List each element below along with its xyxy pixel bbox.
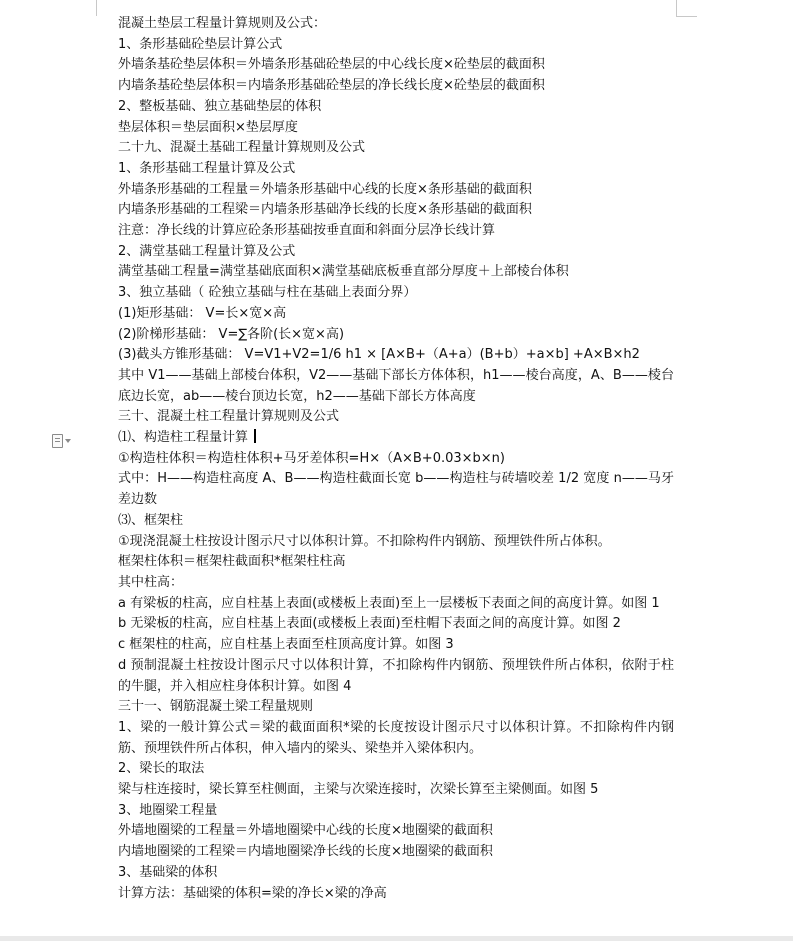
doc-paragraph: a 有梁板的柱高，应自柱基上表面(或楼板上表面)至上一层楼板下表面之间的高度计算。如图 1 bbox=[118, 595, 660, 611]
doc-line: 内墙条形基础的工程梁＝内墙条形基础净长线的长度×条形基础的截面积 bbox=[118, 202, 532, 218]
doc-line: 梁与柱连接时，梁长算至柱侧面，主梁与次梁连接时，次梁长算至主梁侧面。如图 5 bbox=[118, 782, 599, 798]
doc-paragraph: 1、梁的一般计算公式＝梁的截面面积*梁的长度按设计图示尺寸以体积计算。不扣除构件内钢筋、预埋铁件所占体积，伸入墙内的梁头、梁垫并入梁体积内。 bbox=[118, 719, 674, 756]
document-body[interactable] bbox=[118, 14, 674, 904]
doc-note: 注意：净长线的计算应砼条形基础按垂直面和斜面分层净长线计算 bbox=[118, 223, 496, 239]
doc-line: 内墙地圈梁的工程梁＝内墙地圈梁净长线的长度×地圈梁的截面积 bbox=[118, 844, 493, 860]
doc-heading: 三十一、钢筋混凝土梁工程量规则 bbox=[118, 699, 314, 715]
doc-subheading-active[interactable] bbox=[118, 428, 674, 449]
doc-subheading: 2、满堂基础工程量计算及公式 bbox=[118, 243, 296, 259]
doc-line: b 无梁板的柱高，应自柱基上表面(或楼板上表面)至柱帽下表面之间的高度计算。如图 2 bbox=[118, 616, 621, 632]
crop-mark-top-left bbox=[96, 0, 97, 16]
doc-heading: 三十、混凝土柱工程量计算规则及公式 bbox=[118, 409, 340, 425]
document-icon bbox=[52, 434, 63, 448]
chevron-down-icon bbox=[65, 439, 71, 443]
doc-line: 外墙地圈梁的工程量＝外墙地圈梁中心线的长度×地圈梁的截面积 bbox=[118, 823, 493, 839]
doc-subheading: 3、地圈梁工程量 bbox=[118, 802, 218, 818]
doc-subheading: 1、条形基础工程量计算及公式 bbox=[118, 160, 296, 176]
doc-subheading: 2、整板基础、独立基础垫层的体积 bbox=[118, 98, 322, 114]
doc-subheading: 2、梁长的取法 bbox=[118, 761, 205, 777]
text-cursor bbox=[254, 429, 256, 443]
doc-heading: 二十九、混凝土基础工程量计算规则及公式 bbox=[118, 140, 366, 156]
doc-line: ①现浇混凝土柱按设计图示尺寸以体积计算。不扣除构件内钢筋、预埋铁件所占体积。 bbox=[118, 533, 611, 549]
doc-line: 内墙条基砼垫层体积＝内墙条形基础砼垫层的净长线长度×砼垫层的截面积 bbox=[118, 78, 545, 94]
paragraph-options-button[interactable] bbox=[52, 432, 76, 450]
doc-subheading: 1、条形基础砼垫层计算公式 bbox=[118, 36, 283, 52]
doc-subheading: ⑶、框架柱 bbox=[118, 512, 184, 528]
doc-heading: 混凝土垫层工程量计算规则及公式： bbox=[118, 16, 327, 31]
doc-line: 外墙条形基础的工程量＝外墙条形基础中心线的长度×条形基础的截面积 bbox=[118, 181, 532, 197]
doc-formula: (1)矩形基础： V=长×宽×高 bbox=[118, 305, 287, 321]
doc-subheading: 3、基础梁的体积 bbox=[118, 864, 218, 880]
doc-line: 计算方法：基础梁的体积=梁的净长×梁的净高 bbox=[118, 885, 387, 901]
doc-paragraph: 式中：H——构造柱高度 A、B——构造柱截面长宽 b——构造柱与砖墙咬差 1/2 宽度 n——马牙差边数 bbox=[118, 471, 674, 508]
crop-mark-top-right bbox=[676, 0, 697, 17]
doc-line: 其中柱高： bbox=[118, 574, 184, 590]
doc-line: 满堂基础工程量=满堂基础底面积×满堂基础底板垂直部分厚度＋上部棱台体积 bbox=[118, 264, 569, 280]
doc-subheading: 3、独立基础（ 砼独立基础与柱在基础上表面分界） bbox=[118, 285, 417, 301]
doc-paragraph: 其中 V1——基础上部棱台体积，V2——基础下部长方体体积，h1——棱台高度，A、B——棱台底边长宽，ab——棱台顶边长宽，h2——基础下部长方体高度 bbox=[118, 367, 674, 404]
doc-formula: (2)阶梯形基础： V=∑各阶(长×宽×高) bbox=[118, 326, 345, 342]
doc-line: 框架柱体积＝框架柱截面积*框架柱柱高 bbox=[118, 554, 346, 570]
doc-formula: ①构造柱体积＝构造柱体积+马牙差体积=H×（A×B+0.03×b×n) bbox=[118, 450, 505, 466]
doc-line: 外墙条基砼垫层体积＝外墙条形基础砼垫层的中心线长度×砼垫层的截面积 bbox=[118, 57, 545, 73]
doc-subheading-text: ⑴、构造柱工程量计算 bbox=[118, 430, 249, 446]
doc-paragraph: d 预制混凝土柱按设计图示尺寸以体积计算，不扣除构件内钢筋、预埋铁件所占体积，依附于柱的牛腿，并入相应柱身体积计算。如图 4 bbox=[118, 657, 674, 694]
window-bottom-edge bbox=[0, 936, 793, 941]
doc-line: 垫层体积＝垫层面积×垫层厚度 bbox=[118, 119, 298, 135]
doc-formula: (3)截头方锥形基础： V=V1+V2=1/6 h1 × [A×B+（A+a）(B+b）+a×b] +A×B×h2 bbox=[118, 347, 640, 363]
doc-line: c 框架柱的柱高，应自柱基上表面至柱顶高度计算。如图 3 bbox=[118, 637, 454, 653]
